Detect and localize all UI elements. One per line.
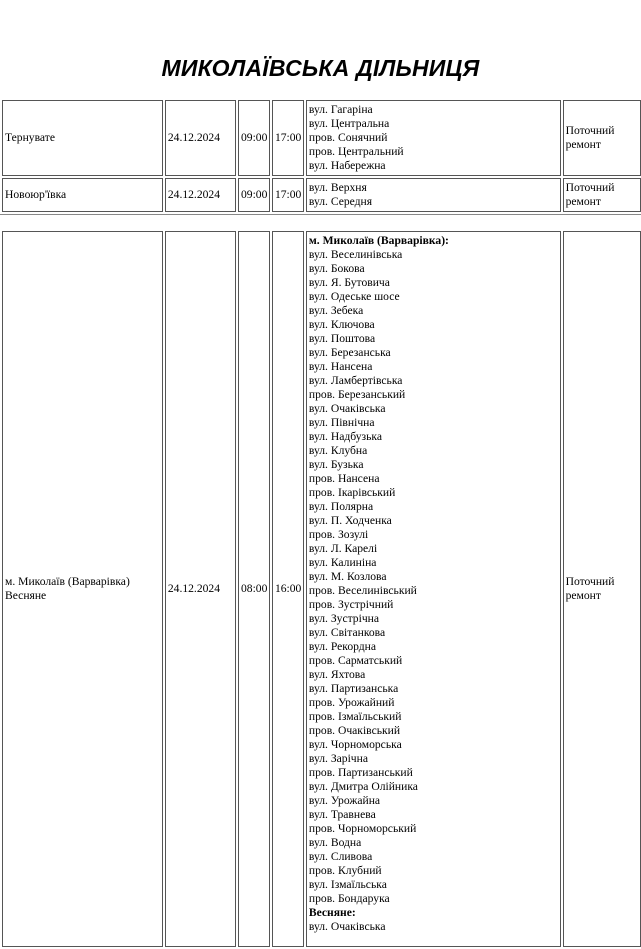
date-cell: 24.12.2024 bbox=[165, 178, 236, 212]
street-item: вул. Березанська bbox=[308, 346, 391, 359]
location-cell: Новоюр'ївка bbox=[2, 178, 163, 212]
work-type-cell: Поточний ремонт bbox=[563, 231, 641, 947]
location-cell: Тернувате bbox=[2, 100, 163, 176]
street-item: вул. Нансена bbox=[308, 360, 373, 373]
street-item: вул. Ізмаїльська bbox=[308, 878, 387, 891]
street-item: вул. Поштова bbox=[308, 332, 376, 345]
start-time-cell: 09:00 bbox=[238, 100, 270, 176]
street-item: пров. Урожайний bbox=[308, 696, 395, 709]
street-item: вул. Клубна bbox=[308, 444, 368, 457]
streets-cell bbox=[306, 231, 561, 947]
location-cell bbox=[2, 231, 163, 947]
end-time-cell: 17:00 bbox=[272, 178, 304, 212]
date-cell: 24.12.2024 bbox=[165, 100, 236, 176]
street-group-title: Весняне: bbox=[308, 906, 356, 919]
street-group-title: м. Миколаїв (Варварівка): bbox=[308, 234, 449, 247]
work-type-cell: Поточний ремонт bbox=[563, 178, 641, 212]
street-item: вул. Сливова bbox=[308, 850, 373, 863]
street-item: вул. Яхтова bbox=[308, 668, 366, 681]
street-item: вул. Травнева bbox=[308, 808, 376, 821]
streets-cell bbox=[306, 100, 561, 176]
streets-cell bbox=[306, 178, 561, 212]
street-item: вул. Калиніна bbox=[308, 556, 377, 569]
street-item: пров. Сонячний bbox=[308, 131, 388, 144]
street-item: пров. Зустрічний bbox=[308, 598, 394, 611]
street-item: вул. Партизанська bbox=[308, 682, 399, 695]
street-item: вул. Очаківська bbox=[308, 402, 386, 415]
street-item: вул. Верхня bbox=[308, 181, 367, 194]
street-item: вул. Зарічна bbox=[308, 752, 368, 765]
street-item: вул. П. Ходченка bbox=[308, 514, 392, 527]
date-cell: 24.12.2024 bbox=[165, 231, 236, 947]
street-item: вул. Зустрічна bbox=[308, 612, 379, 625]
street-item: вул. Центральна bbox=[308, 117, 390, 130]
street-item: вул. Ламбертівська bbox=[308, 374, 403, 387]
street-item: вул. Ключова bbox=[308, 318, 375, 331]
street-item: вул. Я. Бутовича bbox=[308, 276, 390, 289]
street-item: вул. Полярна bbox=[308, 500, 374, 513]
street-item: пров. Березанський bbox=[308, 388, 406, 401]
street-item: пров. Веселинівський bbox=[308, 584, 417, 597]
street-item: вул. М. Козлова bbox=[308, 570, 387, 583]
street-item: вул. Бокова bbox=[308, 262, 365, 275]
divider bbox=[0, 214, 641, 215]
street-item: вул. Набережна bbox=[308, 159, 386, 172]
street-item: вул. Дмитра Олійника bbox=[308, 780, 418, 793]
street-item: пров. Очаківський bbox=[308, 724, 401, 737]
street-item: вул. Рекордна bbox=[308, 640, 377, 653]
street-item: вул. Середня bbox=[308, 195, 373, 208]
street-item: вул. Водна bbox=[308, 836, 362, 849]
street-item: пров. Ізмаїльський bbox=[308, 710, 402, 723]
street-item: пров. Сарматський bbox=[308, 654, 403, 667]
street-item: вул. Світанкова bbox=[308, 626, 386, 639]
location-line: м. Миколаїв (Варварівка) bbox=[5, 575, 130, 588]
street-item: вул. Урожайна bbox=[308, 794, 381, 807]
start-time-cell: 09:00 bbox=[238, 178, 270, 212]
street-item: пров. Клубний bbox=[308, 864, 382, 877]
street-item: пров. Ікарівський bbox=[308, 486, 396, 499]
schedule-table-bottom bbox=[0, 229, 641, 949]
end-time-cell: 17:00 bbox=[272, 100, 304, 176]
street-item: пров. Центральний bbox=[308, 145, 404, 158]
start-time-cell: 08:00 bbox=[238, 231, 270, 947]
street-item: пров. Партизанський bbox=[308, 766, 413, 779]
table-row bbox=[2, 178, 641, 212]
street-item: пров. Нансена bbox=[308, 472, 380, 485]
street-item: вул. Одеське шосе bbox=[308, 290, 400, 303]
street-item: вул. Зебека bbox=[308, 304, 364, 317]
page-title: МИКОЛАЇВСЬКА ДІЛЬНИЦЯ bbox=[161, 55, 480, 81]
street-item: вул. Очаківська bbox=[308, 920, 386, 933]
street-item: вул. Гагаріна bbox=[308, 103, 373, 116]
street-item: вул. Бузька bbox=[308, 458, 364, 471]
table-row bbox=[2, 100, 641, 176]
street-item: пров. Чорноморський bbox=[308, 822, 417, 835]
street-item: вул. Північна bbox=[308, 416, 375, 429]
street-item: пров. Бондарука bbox=[308, 892, 390, 905]
end-time-cell: 16:00 bbox=[272, 231, 304, 947]
street-item: вул. Чорноморська bbox=[308, 738, 402, 751]
street-item: вул. Л. Карелі bbox=[308, 542, 378, 555]
street-item: пров. Зозулі bbox=[308, 528, 369, 541]
work-type-cell: Поточний ремонт bbox=[563, 100, 641, 176]
table-row bbox=[2, 231, 641, 947]
street-item: вул. Веселинівська bbox=[308, 248, 403, 261]
street-item: вул. Надбузька bbox=[308, 430, 382, 443]
schedule-table-top bbox=[0, 98, 641, 214]
location-line: Весняне bbox=[5, 589, 47, 602]
